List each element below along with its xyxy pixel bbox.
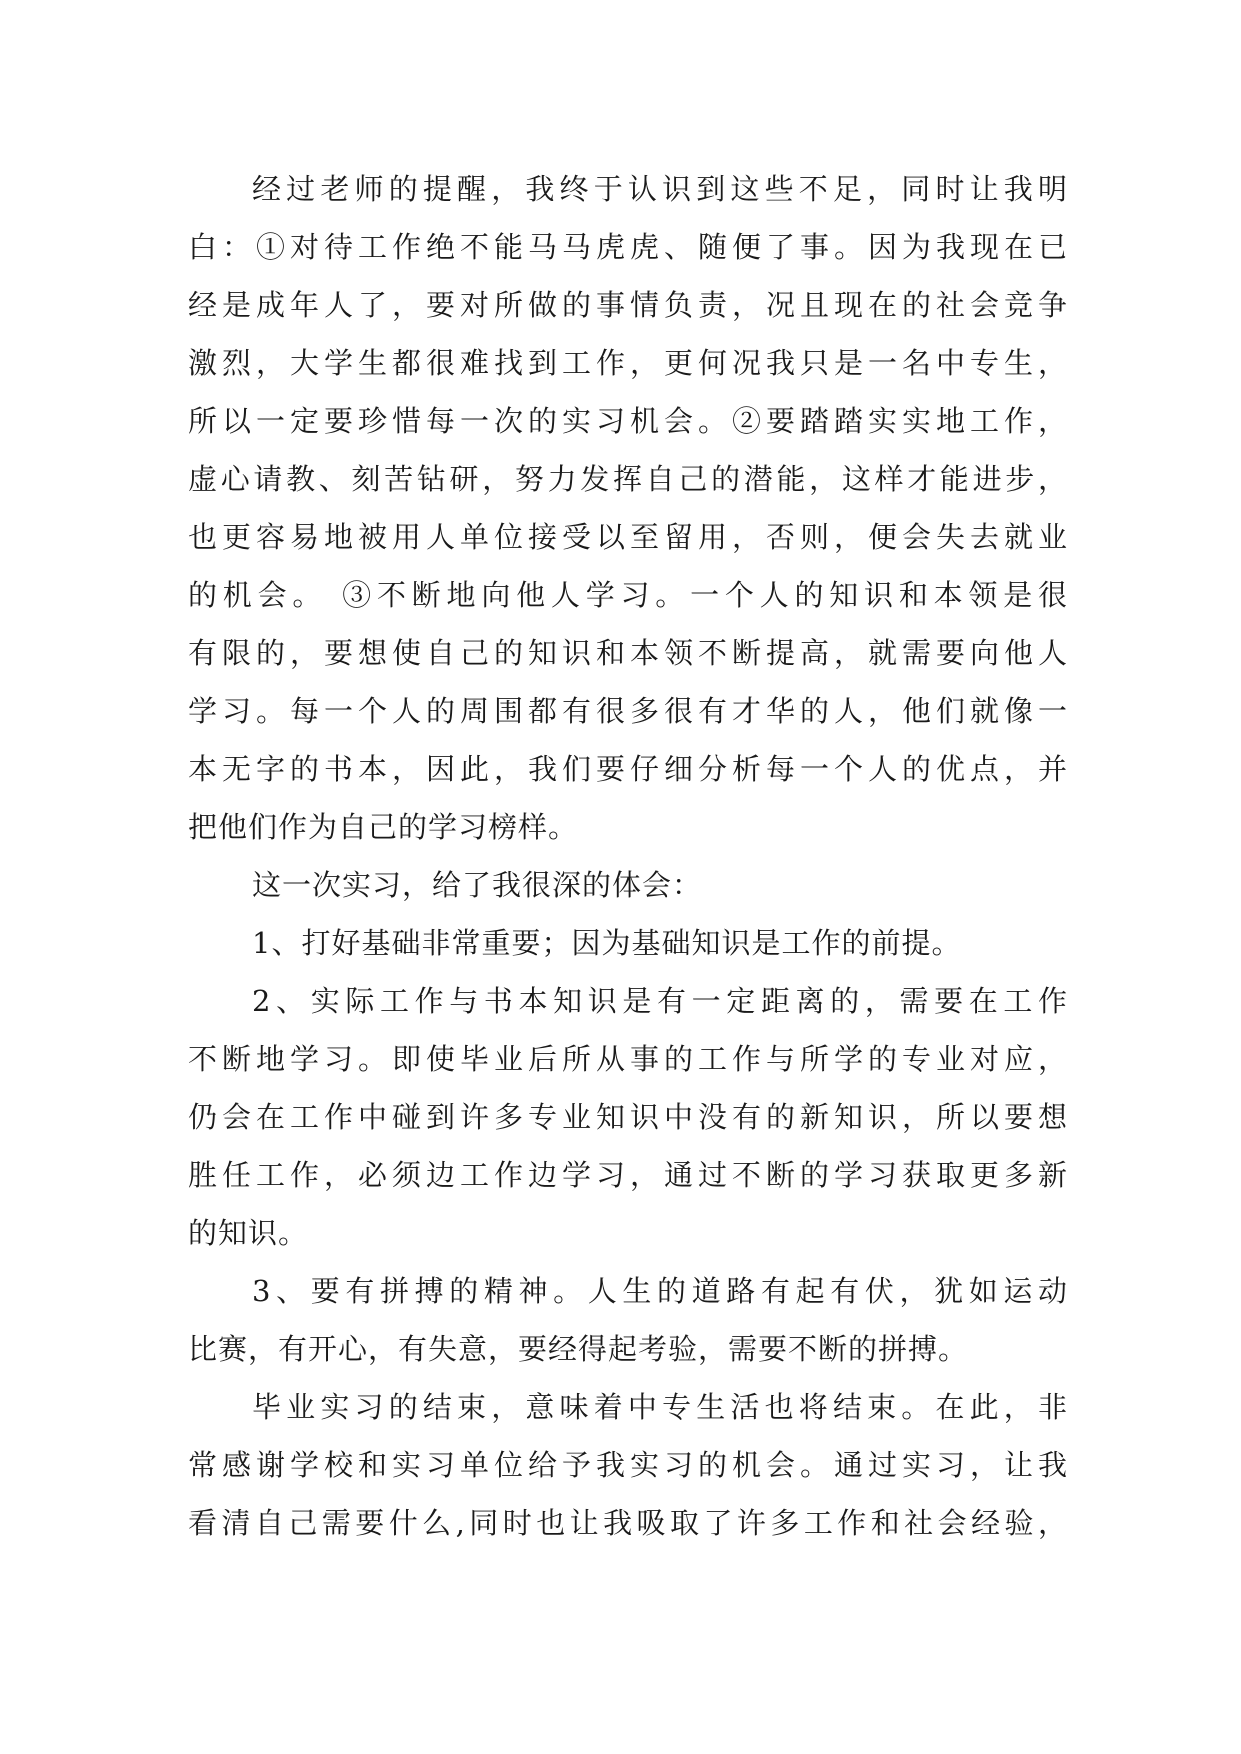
text-line: 有限的，要想使自己的知识和本领不断提高，就需要向他人: [188, 636, 1068, 670]
text-line: 毕业实习的结束，意味着中专生活也将结束。在此，非: [252, 1390, 1068, 1424]
text-line: 经是成年人了，要对所做的事情负责，况且现在的社会竞争: [188, 288, 1068, 322]
text-line: 把他们作为自己的学习榜样。: [188, 810, 579, 844]
text-line: 学习。每一个人的周围都有很多很有才华的人，他们就像一: [188, 694, 1068, 728]
text-line: 这一次实习，给了我很深的体会：: [252, 868, 703, 902]
text-line: 常感谢学校和实习单位给予我实习的机会。通过实习，让我: [188, 1448, 1068, 1482]
text-line: 的知识。: [188, 1216, 309, 1250]
text-line: 胜任工作，必须边工作边学习，通过不断的学习获取更多新: [188, 1158, 1068, 1192]
text-line: 不断地学习。即使毕业后所从事的工作与所学的专业对应，: [188, 1042, 1068, 1076]
text-line: 仍会在工作中碰到许多专业知识中没有的新知识，所以要想: [188, 1100, 1068, 1134]
body-text: [188, 160, 1068, 1552]
text-line: 经过老师的提醒，我终于认识到这些不足，同时让我明: [252, 172, 1068, 206]
text-line: 所以一定要珍惜每一次的实习机会。②要踏踏实实地工作，: [188, 404, 1068, 438]
text-line: 虚心请教、刻苦钻研，努力发挥自己的潜能，这样才能进步，: [188, 462, 1068, 496]
text-line: 的机会。 ③不断地向他人学习。一个人的知识和本领是很: [188, 578, 1068, 612]
text-line: 本无字的书本，因此，我们要仔细分析每一个人的优点，并: [188, 752, 1068, 786]
text-line: 1、打好基础非常重要；因为基础知识是工作的前提。: [252, 926, 962, 960]
text-line: 白：①对待工作绝不能马马虎虎、随便了事。因为我现在已: [188, 230, 1068, 264]
text-line: 2、实际工作与书本知识是有一定距离的，需要在工作: [252, 984, 1068, 1018]
text-line: 比赛，有开心，有失意，要经得起考验，需要不断的拼搏。: [188, 1332, 969, 1366]
text-line: 激烈，大学生都很难找到工作，更何况我只是一名中专生，: [188, 346, 1068, 380]
text-line: 也更容易地被用人单位接受以至留用，否则，便会失去就业: [188, 520, 1068, 554]
text-line: 3、要有拼搏的精神。人生的道路有起有伏，犹如运动: [252, 1274, 1068, 1308]
text-line: 看清自己需要什么,同时也让我吸取了许多工作和社会经验，: [188, 1506, 1068, 1540]
